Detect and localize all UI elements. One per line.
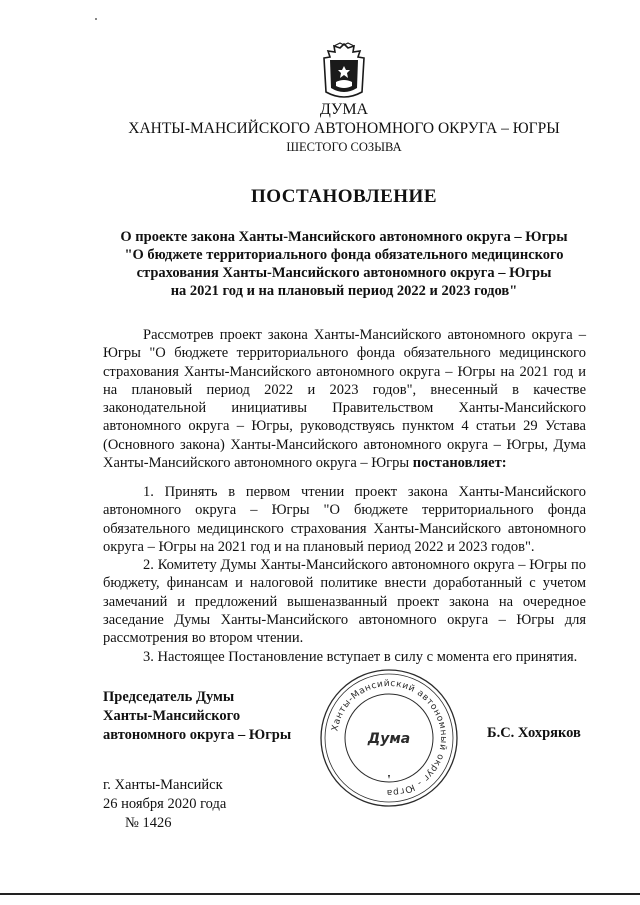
subject-line: на 2021 год и на плановый период 2022 и 2023 годов": [170, 283, 518, 299]
org-name: ДУМА: [319, 101, 369, 118]
region-name: ХАНТЫ-МАНСИЙСКОГО АВТОНОМНОГО ОКРУГА – ЮГРЫ: [128, 120, 560, 137]
document-title: ПОСТАНОВЛЕНИЕ: [250, 186, 438, 207]
subject-line: страхования Ханты-Мансийского автономного округа – Югры: [136, 265, 552, 281]
subject-line: "О бюджете территориального фонда обязательного медицинского: [124, 247, 564, 263]
resolution-items: [103, 483, 586, 666]
scan-speck: [95, 18, 97, 20]
coat-of-arms-icon: [320, 42, 368, 102]
document-footer: [103, 776, 226, 833]
date: 26 ноября 2020 года: [103, 796, 227, 812]
stamp-ring-text: Ханты-Мансийский автономный округ - Югра: [330, 678, 449, 798]
signatory-position: [103, 688, 291, 745]
position-line: Председатель Думы: [103, 689, 235, 705]
page-edge-line: [0, 893, 640, 895]
city: г. Ханты-Мансийск: [103, 777, 223, 793]
resolution-item: 2. Комитету Думы Ханты-Мансийского автономного округа – Югры по бюджету, финансам и налоговой политике внести доработанный с учетом замечаний и предложений вышеназванный проект закона на очередное заседание Думы Ханты-Мансийского автономного округа – Югры для рассмотрения во втором чтении.: [103, 557, 586, 647]
subject-line: О проекте закона Ханты-Мансийского автономного округа – Югры: [120, 229, 568, 245]
position-line: Ханты-Мансийского: [103, 708, 241, 724]
decree-word: постановляет:: [412, 455, 507, 472]
stamp-center-text: Дума: [367, 731, 411, 747]
position-line: автономного округа – Югры: [103, 727, 292, 743]
official-stamp: [318, 667, 460, 809]
resolution-item: 3. Настоящее Постановление вступает в силу с момента его принятия.: [143, 648, 578, 665]
preamble-text: Рассмотрев проект закона Ханты-Мансийского автономного округа – Югры "О бюджете территориального фонда обязательного медицинского страхования Ханты-Мансийского автономного округа – Югры на 2021 год и на плановый период 2022 и 2023 годов", внесенный в качестве законодательной инициативы Правительством Ханты-Мансийского автономного округа – Югры, руководствуясь пунктом 4 статьи 29 Устава (Основного закона) Ханты-Мансийского автономного округа – Югры, Дума Ханты-Мансийского автономного округа – Югры: [103, 327, 586, 472]
resolution-item: 1. Принять в первом чтении проект закона Ханты-Мансийского автономного округа – Югры "О бюджете территориального фонда обязательного медицинского страхования Ханты-Мансийского автономного округа – Югры на 2021 год и на плановый период 2022 и 2023 годов".: [103, 484, 586, 555]
signatory-name: Б.С. Хохряков: [487, 725, 581, 741]
preamble-paragraph: [103, 326, 586, 472]
document-number: № 1426: [125, 815, 172, 831]
document-subject: [24, 228, 640, 300]
convocation: ШЕСТОГО СОЗЫВА: [286, 140, 402, 154]
